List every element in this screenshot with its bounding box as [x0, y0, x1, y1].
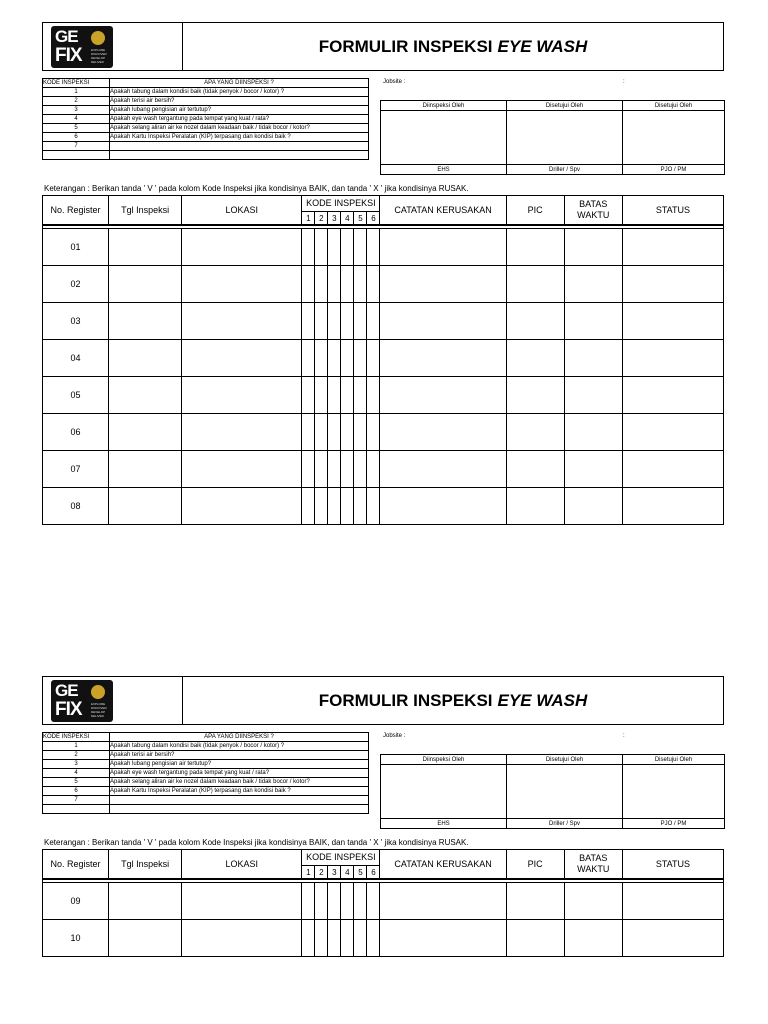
form-title	[183, 677, 723, 724]
row-kode-6[interactable]	[367, 883, 380, 920]
row-kode-4[interactable]	[341, 883, 354, 920]
row-catatan-cell[interactable]	[380, 920, 506, 957]
logo-text-fix: FIX	[55, 44, 82, 66]
row-catatan-cell[interactable]	[380, 303, 506, 340]
row-kode-3[interactable]	[328, 920, 341, 957]
item-no: 3	[43, 106, 110, 115]
item-text: Apakah eye wash tergantung pada tempat yang kuat / rata?	[110, 115, 369, 124]
note-text: Keterangan : Berikan tanda ' V ' pada kolom Kode Inspeksi jika kondisinya BAIK, dan tanda ' X ' jika kondisinya RUSAK.	[44, 838, 469, 847]
globe-icon	[91, 685, 105, 699]
row-kode-4[interactable]	[341, 266, 354, 303]
item-text: Apakah eye wash tergantung pada tempat yang kuat / rata?	[110, 769, 369, 778]
item-no: 2	[43, 751, 110, 760]
approval-table	[380, 100, 725, 175]
row-kode-2[interactable]	[315, 414, 328, 451]
row-kode-4[interactable]	[341, 451, 354, 488]
row-status-cell[interactable]	[622, 229, 723, 266]
row-kode-2[interactable]	[315, 340, 328, 377]
row-tgl-cell[interactable]	[109, 377, 182, 414]
col-pic: PIC	[506, 196, 564, 226]
signature-box[interactable]	[381, 765, 507, 819]
row-catatan-cell[interactable]	[380, 451, 506, 488]
row-status-cell[interactable]	[622, 340, 723, 377]
row-pic-cell[interactable]	[506, 883, 564, 920]
row-kode-3[interactable]	[328, 303, 341, 340]
row-pic-cell[interactable]	[506, 340, 564, 377]
row-kode-1[interactable]	[302, 266, 315, 303]
row-catatan-cell[interactable]	[380, 488, 506, 525]
row-kode-3[interactable]	[328, 340, 341, 377]
item-text: Apakah Kartu Inspeksi Peralatan (KIP) terpasang dan kondisi baik ?	[110, 787, 369, 796]
kode-inspeksi-table	[42, 78, 369, 160]
signature-box[interactable]	[623, 765, 725, 819]
item-text	[110, 142, 369, 151]
row-kode-1[interactable]	[302, 303, 315, 340]
row-kode-4[interactable]	[341, 303, 354, 340]
row-kode-1[interactable]	[302, 920, 315, 957]
row-kode-6[interactable]	[367, 377, 380, 414]
table-row	[43, 414, 724, 451]
table-row	[43, 229, 724, 266]
sign-header: Diinspeksi Oleh	[381, 101, 507, 111]
row-batas-cell[interactable]	[564, 414, 622, 451]
kode-num: 2	[315, 212, 328, 226]
item-text	[110, 796, 369, 805]
row-tgl-cell[interactable]	[109, 488, 182, 525]
row-kode-4[interactable]	[341, 340, 354, 377]
row-kode-2[interactable]	[315, 883, 328, 920]
row-kode-2[interactable]	[315, 451, 328, 488]
row-kode-6[interactable]	[367, 414, 380, 451]
row-kode-3[interactable]	[328, 377, 341, 414]
logo-text-fix: FIX	[55, 698, 82, 720]
item-no: 4	[43, 769, 110, 778]
table-row	[43, 377, 724, 414]
row-kode-1[interactable]	[302, 229, 315, 266]
col-batas-waktu: BATAS WAKTU	[564, 850, 622, 880]
item-text: Apakah selang aliran air ke nozel dalam keadaan baik / tidak bocor / kotor?	[110, 778, 369, 787]
logo-cell	[43, 23, 183, 70]
sign-header: Disetujui Oleh	[623, 101, 725, 111]
row-status-cell[interactable]	[622, 488, 723, 525]
note-text: Keterangan : Berikan tanda ' V ' pada kolom Kode Inspeksi jika kondisinya BAIK, dan tanda ' X ' jika kondisinya RUSAK.	[44, 184, 469, 193]
row-kode-6[interactable]	[367, 229, 380, 266]
row-kode-6[interactable]	[367, 920, 380, 957]
row-kode-4[interactable]	[341, 920, 354, 957]
item-no: 6	[43, 787, 110, 796]
row-status-cell[interactable]	[622, 266, 723, 303]
item-no: 3	[43, 760, 110, 769]
row-status-cell[interactable]	[622, 920, 723, 957]
row-status-cell[interactable]	[622, 377, 723, 414]
logo-tagline: EXPLORE DISCOVER DEVELOP DELIVER	[91, 47, 107, 64]
item-no: 2	[43, 97, 110, 106]
jobsite-label: Jobsite :	[383, 733, 406, 739]
row-pic-cell[interactable]	[506, 229, 564, 266]
table-row	[43, 451, 724, 488]
title-text: FORMULIR INSPEKSI	[318, 690, 493, 710]
kode-inspeksi-table	[42, 732, 369, 814]
sign-header: Disetujui Oleh	[507, 101, 623, 111]
kode-num: 1	[302, 212, 315, 226]
col-catatan: CATATAN KERUSAKAN	[380, 850, 506, 880]
row-kode-5[interactable]	[354, 920, 367, 957]
sign-header: Disetujui Oleh	[623, 755, 725, 765]
sign-footer: Driller / Spv	[507, 165, 623, 175]
item-text: Apakah selang aliran air ke nozel dalam keadaan baik / tidak bocor / kotor?	[110, 124, 369, 133]
row-kode-4[interactable]	[341, 229, 354, 266]
row-tgl-cell[interactable]	[109, 340, 182, 377]
kode-num: 3	[328, 866, 341, 880]
item-text: Apakah lubang pengisian air tertutup?	[110, 760, 369, 769]
row-kode-5[interactable]	[354, 451, 367, 488]
kode-num: 5	[354, 866, 367, 880]
form-title	[183, 23, 723, 70]
kode-num: 4	[341, 866, 354, 880]
row-pic-cell[interactable]	[506, 488, 564, 525]
row-kode-3[interactable]	[328, 414, 341, 451]
row-kode-4[interactable]	[341, 414, 354, 451]
row-status-cell[interactable]	[622, 451, 723, 488]
sign-footer: PJO / PM	[623, 819, 725, 829]
kode-num: 5	[354, 212, 367, 226]
signature-box[interactable]	[507, 111, 623, 165]
rows-body-1	[43, 229, 724, 525]
item-text: Apakah tabung dalam kondisi baik (tidak penyok / bocor / kotor) ?	[110, 88, 369, 97]
apa-header: APA YANG DIINSPEKSI ?	[110, 733, 369, 742]
col-status: STATUS	[622, 196, 723, 226]
row-no-register: 05	[43, 377, 109, 414]
row-batas-cell[interactable]	[564, 377, 622, 414]
row-catatan-cell[interactable]	[380, 266, 506, 303]
row-tgl-cell[interactable]	[109, 266, 182, 303]
item-no: 5	[43, 778, 110, 787]
row-no-register: 02	[43, 266, 109, 303]
row-batas-cell[interactable]	[564, 920, 622, 957]
item-no: 7	[43, 796, 110, 805]
row-catatan-cell[interactable]	[380, 340, 506, 377]
row-kode-5[interactable]	[354, 883, 367, 920]
table-row	[43, 883, 724, 920]
signature-box[interactable]	[623, 111, 725, 165]
table-row	[43, 303, 724, 340]
sign-header: Disetujui Oleh	[507, 755, 623, 765]
table-row	[43, 488, 724, 525]
col-kode-inspeksi: KODE INSPEKSI	[302, 196, 380, 212]
row-batas-cell[interactable]	[564, 303, 622, 340]
row-batas-cell[interactable]	[564, 451, 622, 488]
row-status-cell[interactable]	[622, 303, 723, 340]
kode-header: KODE INSPEKSI	[43, 733, 110, 742]
row-batas-cell[interactable]	[564, 488, 622, 525]
row-status-cell[interactable]	[622, 883, 723, 920]
row-kode-1[interactable]	[302, 883, 315, 920]
col-tgl-inspeksi: Tgl Inspeksi	[109, 196, 182, 226]
table-row	[43, 266, 724, 303]
register-table	[42, 195, 724, 525]
kode-num: 1	[302, 866, 315, 880]
approval-table	[380, 754, 725, 829]
row-tgl-cell[interactable]	[109, 883, 182, 920]
row-no-register: 08	[43, 488, 109, 525]
row-pic-cell[interactable]	[506, 303, 564, 340]
row-batas-cell[interactable]	[564, 340, 622, 377]
sign-footer: EHS	[381, 165, 507, 175]
row-kode-6[interactable]	[367, 303, 380, 340]
row-catatan-cell[interactable]	[380, 414, 506, 451]
jobsite-colon: :	[623, 733, 625, 739]
row-no-register: 07	[43, 451, 109, 488]
row-lokasi-cell[interactable]	[182, 414, 302, 451]
jobsite-colon: :	[623, 79, 625, 85]
row-kode-5[interactable]	[354, 414, 367, 451]
logo-text-ge: GE	[55, 26, 78, 46]
row-no-register: 10	[43, 920, 109, 957]
row-lokasi-cell[interactable]	[182, 340, 302, 377]
row-kode-6[interactable]	[367, 488, 380, 525]
item-no: 5	[43, 124, 110, 133]
row-kode-3[interactable]	[328, 451, 341, 488]
row-kode-2[interactable]	[315, 229, 328, 266]
item-no: 6	[43, 133, 110, 142]
row-pic-cell[interactable]	[506, 414, 564, 451]
row-no-register: 09	[43, 883, 109, 920]
col-tgl-inspeksi: Tgl Inspeksi	[109, 850, 182, 880]
item-text: Apakah lubang pengisian air tertutup?	[110, 106, 369, 115]
row-lokasi-cell[interactable]	[182, 377, 302, 414]
col-no-register: No. Register	[43, 196, 109, 226]
row-tgl-cell[interactable]	[109, 414, 182, 451]
item-text: Apakah terisi air bersih?	[110, 751, 369, 760]
col-kode-inspeksi: KODE INSPEKSI	[302, 850, 380, 866]
row-lokasi-cell[interactable]	[182, 266, 302, 303]
row-kode-1[interactable]	[302, 340, 315, 377]
row-batas-cell[interactable]	[564, 229, 622, 266]
company-logo	[51, 26, 113, 68]
row-kode-2[interactable]	[315, 488, 328, 525]
form-header	[42, 676, 724, 725]
kode-num: 4	[341, 212, 354, 226]
item-no: 1	[43, 88, 110, 97]
rows-body-2	[43, 883, 724, 957]
row-kode-5[interactable]	[354, 229, 367, 266]
row-batas-cell[interactable]	[564, 266, 622, 303]
row-lokasi-cell[interactable]	[182, 920, 302, 957]
row-status-cell[interactable]	[622, 414, 723, 451]
row-tgl-cell[interactable]	[109, 229, 182, 266]
item-no: 4	[43, 115, 110, 124]
row-kode-5[interactable]	[354, 266, 367, 303]
row-pic-cell[interactable]	[506, 377, 564, 414]
item-no: 7	[43, 142, 110, 151]
jobsite-label: Jobsite :	[383, 79, 406, 85]
row-kode-6[interactable]	[367, 340, 380, 377]
sign-footer: PJO / PM	[623, 165, 725, 175]
col-status: STATUS	[622, 850, 723, 880]
col-no-register: No. Register	[43, 850, 109, 880]
row-kode-3[interactable]	[328, 488, 341, 525]
logo-cell	[43, 677, 183, 724]
company-logo	[51, 680, 113, 722]
row-kode-5[interactable]	[354, 488, 367, 525]
row-kode-1[interactable]	[302, 451, 315, 488]
register-table	[42, 849, 724, 957]
row-kode-2[interactable]	[315, 377, 328, 414]
kode-header: KODE INSPEKSI	[43, 79, 110, 88]
col-lokasi: LOKASI	[182, 196, 302, 226]
apa-header: APA YANG DIINSPEKSI ?	[110, 79, 369, 88]
row-catatan-cell[interactable]	[380, 883, 506, 920]
row-no-register: 01	[43, 229, 109, 266]
item-text: Apakah tabung dalam kondisi baik (tidak penyok / bocor / kotor) ?	[110, 742, 369, 751]
row-lokasi-cell[interactable]	[182, 883, 302, 920]
row-no-register: 03	[43, 303, 109, 340]
col-batas-waktu: BATAS WAKTU	[564, 196, 622, 226]
title-text: FORMULIR INSPEKSI	[318, 36, 493, 56]
col-pic: PIC	[506, 850, 564, 880]
signature-box[interactable]	[507, 765, 623, 819]
item-text: Apakah Kartu Inspeksi Peralatan (KIP) terpasang dan kondisi baik ?	[110, 133, 369, 142]
item-no: 1	[43, 742, 110, 751]
row-kode-5[interactable]	[354, 340, 367, 377]
row-kode-6[interactable]	[367, 451, 380, 488]
row-batas-cell[interactable]	[564, 883, 622, 920]
kode-num: 6	[367, 866, 380, 880]
row-kode-4[interactable]	[341, 377, 354, 414]
signature-box[interactable]	[381, 111, 507, 165]
sign-footer: EHS	[381, 819, 507, 829]
row-lokasi-cell[interactable]	[182, 488, 302, 525]
table-row	[43, 920, 724, 957]
row-catatan-cell[interactable]	[380, 377, 506, 414]
row-no-register: 04	[43, 340, 109, 377]
form-header	[42, 22, 724, 71]
kode-num: 2	[315, 866, 328, 880]
row-pic-cell[interactable]	[506, 266, 564, 303]
row-kode-3[interactable]	[328, 266, 341, 303]
logo-text-ge: GE	[55, 680, 78, 700]
row-pic-cell[interactable]	[506, 451, 564, 488]
item-text: Apakah terisi air bersih?	[110, 97, 369, 106]
kode-num: 6	[367, 212, 380, 226]
title-italic: EYE WASH	[497, 36, 588, 56]
row-kode-5[interactable]	[354, 303, 367, 340]
col-catatan: CATATAN KERUSAKAN	[380, 196, 506, 226]
row-tgl-cell[interactable]	[109, 920, 182, 957]
row-kode-6[interactable]	[367, 266, 380, 303]
title-italic: EYE WASH	[497, 690, 588, 710]
row-kode-2[interactable]	[315, 303, 328, 340]
row-tgl-cell[interactable]	[109, 451, 182, 488]
row-pic-cell[interactable]	[506, 920, 564, 957]
row-kode-1[interactable]	[302, 377, 315, 414]
kode-num: 3	[328, 212, 341, 226]
globe-icon	[91, 31, 105, 45]
row-kode-2[interactable]	[315, 920, 328, 957]
col-lokasi: LOKASI	[182, 850, 302, 880]
sign-header: Diinspeksi Oleh	[381, 755, 507, 765]
row-kode-3[interactable]	[328, 883, 341, 920]
row-lokasi-cell[interactable]	[182, 303, 302, 340]
row-tgl-cell[interactable]	[109, 303, 182, 340]
row-lokasi-cell[interactable]	[182, 451, 302, 488]
table-row	[43, 340, 724, 377]
row-lokasi-cell[interactable]	[182, 229, 302, 266]
row-kode-5[interactable]	[354, 377, 367, 414]
sign-footer: Driller / Spv	[507, 819, 623, 829]
row-kode-2[interactable]	[315, 266, 328, 303]
row-kode-1[interactable]	[302, 414, 315, 451]
logo-tagline: EXPLORE DISCOVER DEVELOP DELIVER	[91, 701, 107, 718]
row-no-register: 06	[43, 414, 109, 451]
row-kode-4[interactable]	[341, 488, 354, 525]
row-kode-3[interactable]	[328, 229, 341, 266]
row-catatan-cell[interactable]	[380, 229, 506, 266]
row-kode-1[interactable]	[302, 488, 315, 525]
